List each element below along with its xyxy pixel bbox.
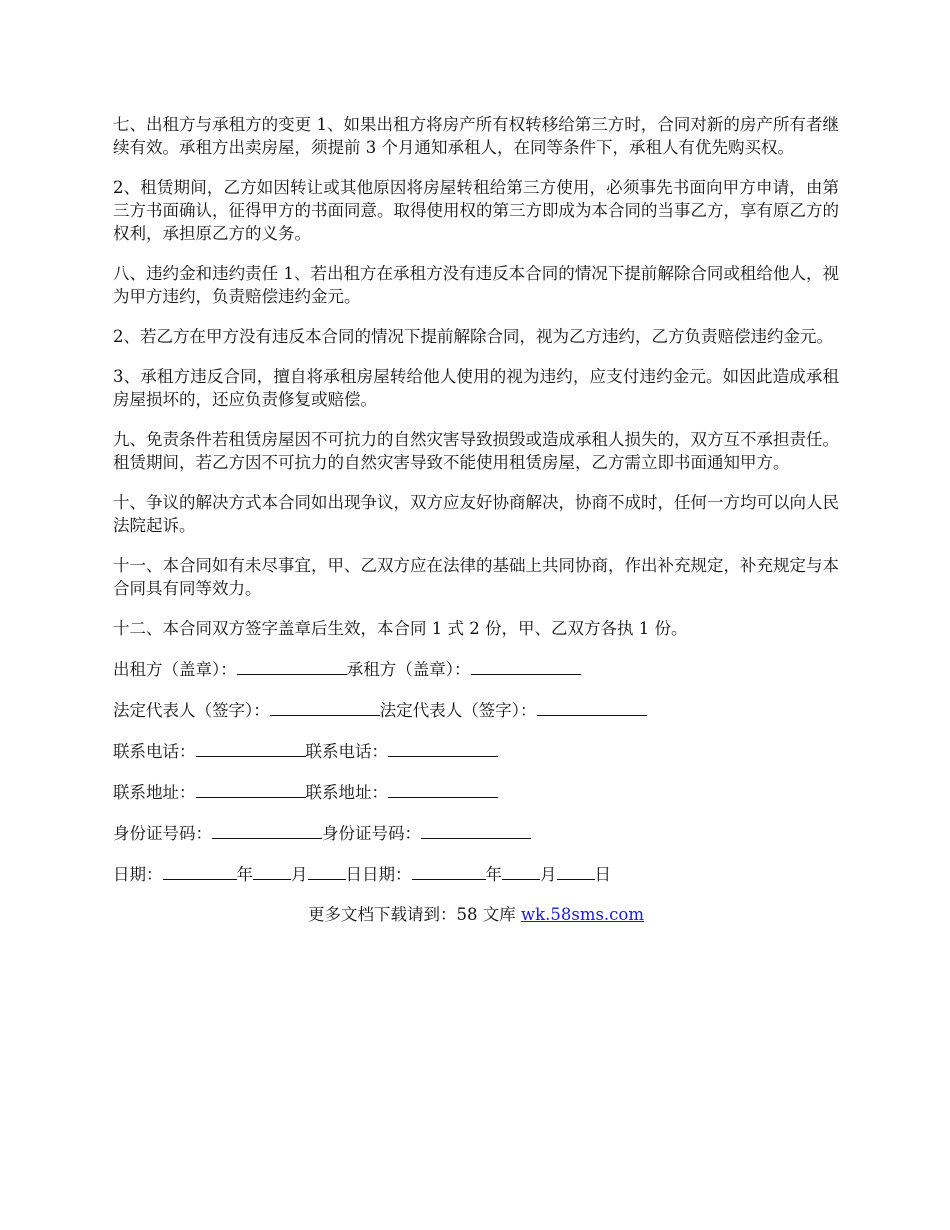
id-label-2: 身份证号码： bbox=[322, 824, 421, 843]
date-line bbox=[113, 862, 839, 886]
month-label-2: 月 bbox=[540, 865, 557, 884]
year-label-1: 年 bbox=[236, 865, 253, 884]
footer-link[interactable]: wk.58sms.com bbox=[520, 905, 644, 924]
address-blank-1 bbox=[196, 780, 306, 798]
clause-9-paragraph: 九、免责条件若租赁房屋因不可抗力的自然灾害导致损毁或造成承租人损失的，双方互不承担责任。租赁期间，若乙方因不可抗力的自然灾害导致不能使用租赁房屋，乙方需立即书面通知甲方。 bbox=[113, 430, 839, 472]
year-blank-1 bbox=[163, 862, 237, 880]
address-label-1: 联系地址： bbox=[113, 783, 196, 802]
id-number-line bbox=[113, 821, 839, 845]
month-blank-2 bbox=[502, 862, 540, 880]
lessee-seal-blank bbox=[471, 657, 581, 675]
address-blank-2 bbox=[388, 780, 498, 798]
lessee-seal-label: 承租方（盖章）： bbox=[346, 660, 471, 679]
address-label-2: 联系地址： bbox=[305, 783, 388, 802]
footer-text: 更多文档下载请到：58 文库 bbox=[307, 905, 521, 924]
legal-rep-blank-2 bbox=[537, 698, 647, 716]
document-body bbox=[113, 113, 839, 926]
clause-8-3-paragraph: 3、承租方违反合同，擅自将承租房屋转给他人使用的视为违约，应支付违约金元。如因此造成承租房屋损坏的，还应负责修复或赔偿。 bbox=[113, 367, 839, 409]
lessor-seal-label: 出租方（盖章）： bbox=[113, 660, 237, 679]
clause-8-2-paragraph: 2、若乙方在甲方没有违反本合同的情况下提前解除合同，视为乙方违约，乙方负责赔偿违约金元。 bbox=[113, 327, 833, 346]
id-label-1: 身份证号码： bbox=[113, 824, 212, 843]
phone-line bbox=[113, 739, 839, 763]
date-label-2: 日日期： bbox=[345, 865, 412, 884]
month-label-1: 月 bbox=[291, 865, 308, 884]
seal-line bbox=[113, 657, 839, 681]
phone-blank-2 bbox=[388, 739, 498, 757]
phone-label-2: 联系电话： bbox=[305, 742, 388, 761]
date-label-1: 日期： bbox=[113, 865, 163, 884]
lessor-seal-blank bbox=[237, 657, 347, 675]
phone-label-1: 联系电话： bbox=[113, 742, 196, 761]
legal-rep-label-2: 法定代表人（签字）： bbox=[379, 701, 537, 720]
legal-rep-line bbox=[113, 698, 839, 722]
year-label-2: 年 bbox=[485, 865, 502, 884]
id-blank-1 bbox=[212, 821, 322, 839]
clause-11-paragraph: 十一、本合同如有未尽事宜，甲、乙双方应在法律的基础上共同协商，作出补充规定，补充规定与本合同具有同等效力。 bbox=[113, 556, 839, 598]
day-blank-1 bbox=[308, 862, 346, 880]
clause-7-paragraph: 七、出租方与承租方的变更 1、如果出租方将房产所有权转移给第三方时，合同对新的房产所有者继续有效。承租方出卖房屋，须提前 3 个月通知承租人，在同等条件下，承租人有优先购买权。 bbox=[113, 115, 839, 157]
phone-blank-1 bbox=[196, 739, 306, 757]
address-line bbox=[113, 780, 839, 804]
clause-8-paragraph: 八、违约金和违约责任 1、若出租方在承租方没有违反本合同的情况下提前解除合同或租给他人，视为甲方违约，负责赔偿违约金元。 bbox=[113, 264, 839, 306]
clause-7-2-paragraph: 2、租赁期间，乙方如因转让或其他原因将房屋转租给第三方使用，必须事先书面向甲方申请，由第三方书面确认，征得甲方的书面同意。取得使用权的第三方即成为本合同的当事乙方，享有原乙方的权利，承担原乙方的义务。 bbox=[113, 178, 839, 243]
month-blank-1 bbox=[253, 862, 291, 880]
legal-rep-blank-1 bbox=[270, 698, 380, 716]
clause-12-paragraph: 十二、本合同双方签字盖章后生效，本合同 1 式 2 份，甲、乙双方各执 1 份。 bbox=[113, 619, 688, 638]
legal-rep-label-1: 法定代表人（签字）： bbox=[113, 701, 270, 720]
day-blank-2 bbox=[557, 862, 595, 880]
clause-10-paragraph: 十、争议的解决方式本合同如出现争议，双方应友好协商解决，协商不成时，任何一方均可以向人民法院起诉。 bbox=[113, 493, 839, 535]
footer bbox=[113, 903, 839, 926]
year-blank-2 bbox=[412, 862, 486, 880]
id-blank-2 bbox=[421, 821, 531, 839]
day-label-2: 日 bbox=[594, 865, 611, 884]
